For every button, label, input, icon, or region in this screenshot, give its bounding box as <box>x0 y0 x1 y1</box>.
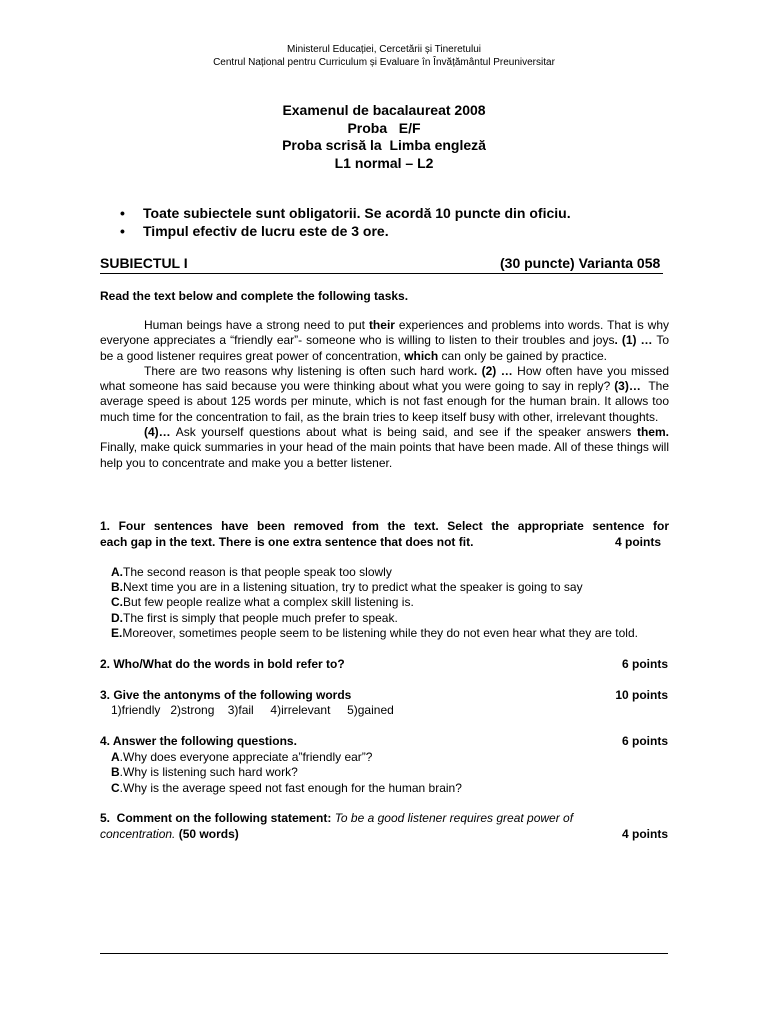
item-text: .Why is listening such hard work? <box>119 765 298 780</box>
option-letter: D. <box>111 610 123 625</box>
question-item <box>111 765 462 780</box>
text: The average speed is about 125 words per minute, which is not fast enough for the human brain. It allows too much time for the concentration to fail, as the brain tries to keep itself busy with other, irrelevant thoughts. <box>100 379 673 424</box>
gap-marker: . (2) … <box>473 363 513 378</box>
word-count: (50 words) <box>175 827 239 841</box>
option-text: The first is simply that people much prefer to speak. <box>123 610 398 625</box>
exam-title <box>0 102 768 172</box>
rule-text: Toate subiectele sunt obligatorii. Se acordă 10 puncte din oficiu. <box>143 205 571 221</box>
option-letter: B. <box>111 580 123 595</box>
bold-word: their <box>368 318 395 332</box>
question-4-text: 4. Answer the following questions. <box>100 734 297 748</box>
text: There are two reasons why listening is often such hard work <box>144 363 474 378</box>
question-5-label: 5. Comment on the following statement: <box>100 811 335 825</box>
ministry-header <box>0 43 768 69</box>
question-3-points: 10 points <box>615 688 668 702</box>
question-1-line-1: 1. Four sentences have been removed from the text. Select the appropriate sentence for <box>100 519 669 533</box>
text: How often have you missed what someone has said because you were thinking about what you were going to say in reply? <box>100 363 669 394</box>
bold-word: them. <box>636 425 669 440</box>
question-5-points: 4 points <box>621 827 668 841</box>
question-1-text: each gap in the text. There is one extra sentence that does not fit. <box>100 535 474 549</box>
text: can only be gained by practice. <box>438 348 607 363</box>
question-1-points: 4 points <box>615 535 662 549</box>
title-line-1: Examenul de bacalaureat 2008 <box>282 102 486 118</box>
question-2-text: 2. Who/What do the words in bold refer to? <box>100 657 345 671</box>
rule-item <box>120 205 571 223</box>
question-4 <box>100 734 668 749</box>
option-letter: C. <box>111 595 123 610</box>
paragraph-2 <box>100 363 673 425</box>
question-5 <box>100 810 668 842</box>
option-text: The second reason is that people speak too slowly <box>123 565 392 579</box>
question-1 <box>100 518 669 550</box>
question-1-line-2 <box>100 534 669 550</box>
statement-text: concentration. <box>100 827 176 841</box>
option-item <box>111 611 638 626</box>
bullet-icon: • <box>120 222 125 239</box>
title-line-3: Proba scrisă la Limba engleză <box>282 137 486 153</box>
question-5-line-1 <box>100 810 668 826</box>
sentence-options <box>111 565 638 641</box>
paragraph-3 <box>100 425 669 471</box>
item-letter: B <box>111 765 120 780</box>
title-line-4: L1 normal – L2 <box>334 154 434 171</box>
text: To be a good listener requires great power of concentration, <box>100 333 669 363</box>
question-5-line-2 <box>100 826 668 842</box>
rules-list <box>120 205 571 240</box>
section-name: SUBIECTUL I <box>100 255 188 271</box>
bold-word: which <box>404 348 439 363</box>
option-letter: A. <box>111 565 123 579</box>
option-text: Moreover, sometimes people seem to be listening while they do not even hear what they are told. <box>122 625 638 640</box>
text: Ask yourself questions about what is being said, and see if the speaker answers <box>170 425 637 440</box>
reading-passage <box>100 318 673 471</box>
title-line-2: Proba E/F <box>347 119 421 136</box>
option-letter: E. <box>111 625 123 640</box>
question-item <box>111 781 462 796</box>
text: experiences and problems into words. That is why everyone appreciates a “friendly ear”- someone who is willing to listen to their troubles and joys <box>100 318 669 348</box>
rule-text: Timpul efectiv de lucru este de 3 ore. <box>143 222 389 239</box>
section-meta: (30 puncte) Varianta 058 <box>500 255 661 271</box>
statement-text: To be a good listener requires great power of <box>334 811 574 825</box>
section-header <box>100 255 663 274</box>
text: Human beings have a strong need to put <box>144 318 369 332</box>
item-text: .Why is the average speed not fast enough for the human brain? <box>119 780 462 795</box>
rule-item <box>120 223 571 241</box>
gap-marker: . (1) … <box>614 333 653 348</box>
curriculum-center-line: Centrul Național pentru Curriculum și Evaluare în Învățământul Preuniversitar <box>213 57 555 68</box>
bullet-icon: • <box>120 205 125 221</box>
question-2-points: 6 points <box>621 657 668 671</box>
option-item <box>111 595 638 610</box>
paragraph-1 <box>100 318 669 364</box>
question-4-items <box>111 750 462 796</box>
item-letter: C <box>111 780 120 795</box>
gap-marker: (3)… <box>614 379 641 394</box>
question-item <box>111 750 462 765</box>
item-letter: A <box>111 750 120 764</box>
option-text: Next time you are in a listening situation, try to predict what the speaker is going to say <box>123 580 583 595</box>
question-4-points: 6 points <box>621 734 668 748</box>
instruction: Read the text below and complete the following tasks. <box>100 289 409 303</box>
ministry-line: Ministerul Educației, Cercetării și Tineretului <box>287 44 481 55</box>
antonym-words: 1)friendly 2)strong 3)fail 4)irrelevant 5)gained <box>111 703 394 717</box>
option-text: But few people realize what a complex skill listening is. <box>123 595 414 610</box>
option-item <box>111 626 638 641</box>
question-3-text: 3. Give the antonyms of the following words <box>100 688 352 702</box>
option-item <box>111 565 638 580</box>
text: Finally, make quick summaries in your head of the main points that have been made. All of these things will help you to concentrate and make you a better listener. <box>100 440 669 470</box>
footer-divider <box>100 953 668 954</box>
question-2 <box>100 657 668 672</box>
question-3 <box>100 688 668 703</box>
item-text: .Why does everyone appreciate a”friendly ear”? <box>119 750 373 764</box>
option-item <box>111 580 638 595</box>
gap-marker: (4)… <box>144 425 171 440</box>
